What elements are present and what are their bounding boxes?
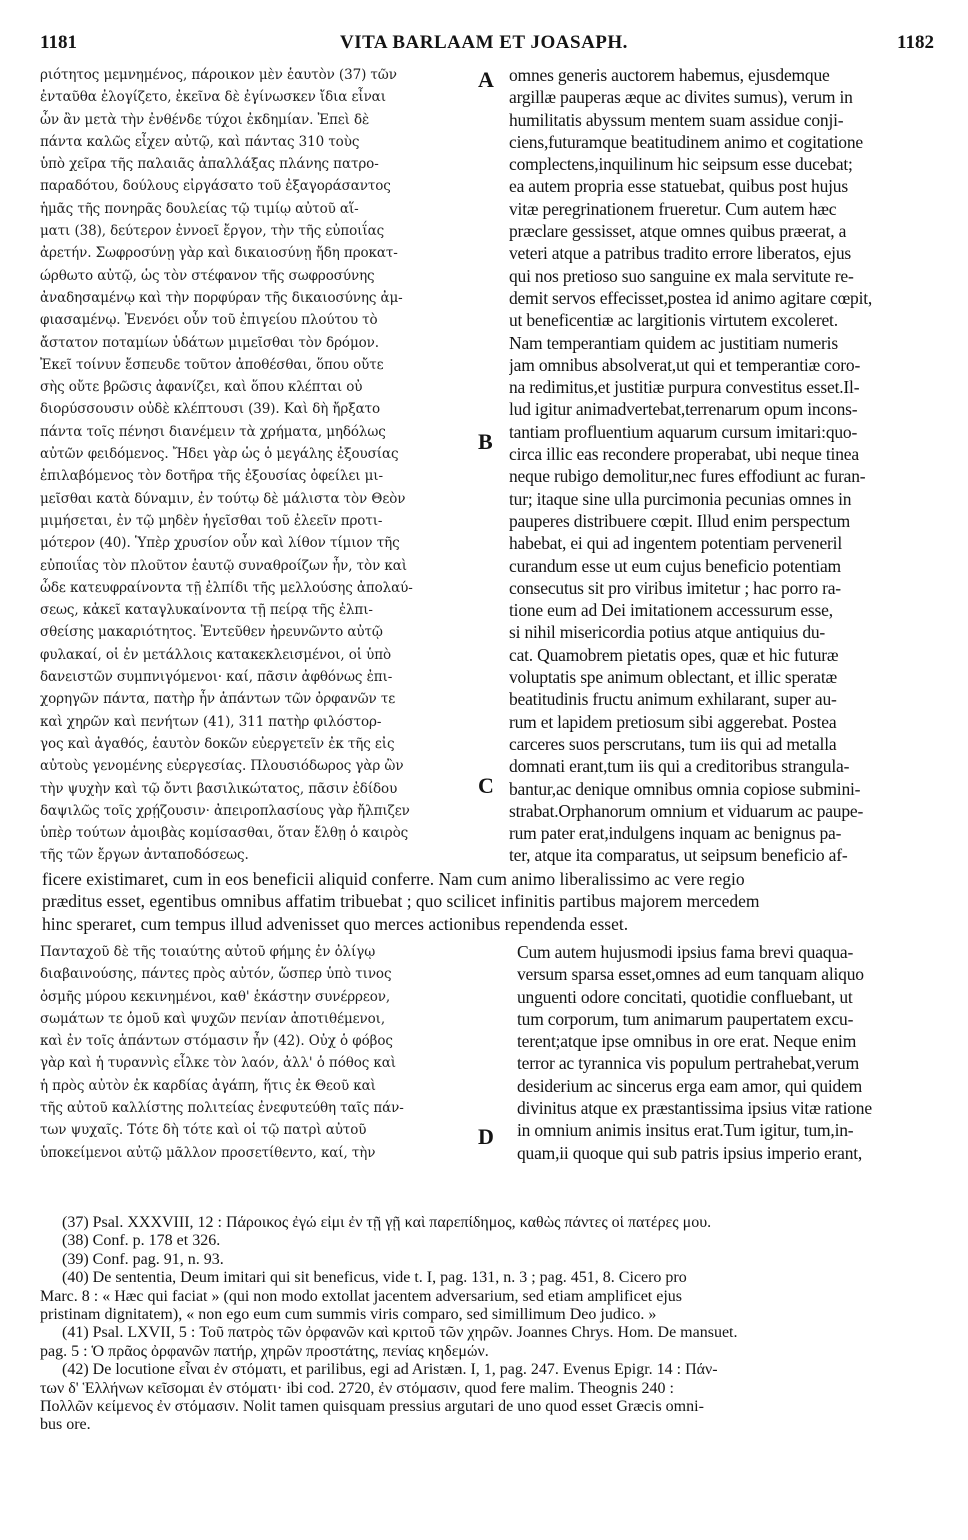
latin-text-line: quam,ii quoque qui sub patris ipsius imperio erant, [517,1142,863,1163]
latin-text-line: carceres suos perscrutans, tum iis qui ad metalla [509,733,837,754]
greek-text-line: διορύσσουσιν οὐδὲ κλέπτουσι (39). Καὶ δὴ ἤρξατο [40,401,380,418]
greek-text-line: αὐτῶν φειδόμενος. Ἤδει γὰρ ὡς ὁ μεγάλης ἐξουσίας [40,446,399,463]
latin-text-line: in omnium animis insitus erat.Tum igitur, tum,in- [517,1120,854,1141]
latin-text-line: hinc speraret, cum tempus illud advenisset quo merces actionibus rependenda esset. [42,913,629,934]
latin-text-line: ciens,futuramque beatitudinem animo et cogitatione [509,131,863,152]
greek-text-line: πάντα καλῶς εἶχεν αὐτῷ, καὶ πάντας 310 τοὺς [40,133,360,150]
greek-text-line: παραδότου, δούλους εἰργάσατο τοῦ ἐξαγοράσαντος [40,178,391,195]
footnotes [40,1214,935,1435]
latin-text-line: domnati erant,tum iis qui a creditoribus strangula- [509,756,850,777]
greek-text-line: καὶ ἐν τοῖς ἁπάντων στόμασιν ἦν (42). Οὐχ ὁ φόβος [40,1033,393,1050]
latin-text-line: rum pater erat,indulgens inquam ac benignus pa- [509,823,842,844]
latin-text-line: demit servos effecisset,postea id animo agitare cœpit, [509,287,873,308]
latin-text-line: terent;atque ipse omnibus in ore erat. Neque enim [517,1031,857,1052]
latin-text-line: ficere existimaret, cum in eos beneficii aliquid conferre. Nam cum animo liberalissimo ac vere regio [42,869,745,889]
greek-text-line: φυλακαί, οἱ ἐν μετάλλοις κατακεκλεισμένοι, οἱ ὑπὸ [40,646,392,663]
greek-text-line: ἡ πρὸς αὐτὸν ἐκ καρδίας ἀγάπη, ἥτις ἐκ Θεοῦ καὶ [40,1077,376,1094]
latin-full-width-text [42,868,930,935]
greek-text-line: σεως, κἀκεῖ καταγλυκαίνοντα τῇ πείρᾳ τῆς ἐλπι- [40,602,373,619]
greek-text-line: σθείσης μακαριότητος. Ἐντεῦθεν ἠρευνῶντο αὐτῷ [40,624,383,641]
latin-text-line: voluptatis spe animum oblectant, et illic speratæ [509,667,837,688]
greek-text-line: δαψιλῶς τοῖς χρῄζουσιν· ἀπειροπλασίους γὰρ ἤλπιζεν [40,802,410,819]
greek-text-line: ὀσμῆς μύρου κεκινημένοι, καθ' ἑκάστην συνέρρεον, [40,988,391,1005]
latin-text-line: ut beneficentiæ ac largitionis virtutem excoleret. [509,310,838,331]
greek-text-line: ριότητος μεμνημένος, πάροικον μὲν ἑαυτὸν (37) τῶν [40,67,397,83]
greek-text-line: Πανταχοῦ δὲ τῆς τοιαύτης αὐτοῦ φήμης ἐν ὀλίγῳ [40,944,376,960]
greek-text-line: ὑποκείμενοι αὐτῷ μᾶλλον προσετίθεντο, καί, τὴν [40,1144,376,1161]
greek-column-top [40,64,496,867]
latin-text-line: tum corporum, tum animarum paupertatem excu- [517,1008,854,1029]
latin-text-line: veteri atque a patribus tradito errore liberatos, ejus [509,243,851,264]
greek-text-line: γος καὶ ἀγαθός, ἑαυτὸν δοκῶν εὐεργετεῖν ἐκ τῆς εἰς [40,735,395,752]
greek-text-line: ώρθωτο αὐτῷ, ὡς τὸν στέφανον τῆς σωφροσύνης [40,267,375,284]
greek-text-line: δανειστῶν συμπνιγόμενοι· καί, πᾶσιν ἀφθόνως ἐπι- [40,669,393,686]
greek-text-line: σὴς οὔτε βρῶσις ἀφανίζει, καὶ ὅπου κλέπται οὐ [40,379,363,396]
greek-text-line: ἐνταῦθα ἐλογίζετο, ἐκεῖνα δὲ ἐγίνωσκεν ἴδια εἶναι [40,89,386,106]
footnote-line: (38) Conf. p. 178 et 326. [62,1232,221,1250]
greek-text-line: ἐπιλαβόμενος τὸν δοτῆρα τῆς ἐξουσίας ὀφείλει μι- [40,468,383,485]
greek-text-line: σωμάτων τε ὁμοῦ καὶ ψυχῶν πενίαν ἀποτιθέμενοι, [40,1010,386,1027]
greek-text-line: καὶ χηρῶν καὶ πενήτων (41), 311 πατὴρ φιλόστορ- [40,713,382,730]
greek-text-line: γὰρ καὶ ἡ τυραννὶς εἷλκε τὸν λαόν, ἀλλ' ὁ πόθος καὶ [40,1055,396,1072]
latin-text-line: præclare gessisset, atque omnes quibus præerat, a [509,221,847,242]
latin-text-line: humilitatis abyssum mentem suam assidue conji- [509,109,844,130]
greek-text-line: ἀναδησαμένῳ καὶ τὴν πορφύραν τῆς δικαιοσύνης ἀμ- [40,289,403,306]
latin-column-bottom [517,941,941,1164]
greek-text-line: Ἐκεῖ τοίνυν ἔσπευδε τοῦτον ἀποθέσθαι, ὅπου οὔτε [40,356,384,373]
latin-text-line: Cum autem hujusmodi ipsius fama brevi quaqua- [517,942,854,962]
latin-text-line: strabat.Orphanorum omnium et viduarum ac paupe- [509,800,864,821]
latin-text-line: qui nos pretioso suo sanguine ex mala servitute re- [509,265,854,286]
latin-text-line: ea autem propria esse statuebat, quibus post hujus [509,176,848,197]
page-number-right: 1182 [897,32,934,53]
latin-text-line: jam omnibus absolverat,ut qui et temperantiæ coro- [509,354,861,375]
latin-text-line: ter, atque ita comparatus, ut seipsum beneficio af- [509,845,848,866]
greek-text-line: μιμήσεται, ἐν τῷ μηδὲν ἡγεῖσθαι τοῦ ἐλεεῖν προτι- [40,512,383,529]
latin-text-line: lud igitur animadvertebat,terrenarum opum incons- [509,399,858,420]
footnote-line: pag. 5 : Ὁ πρᾶος ὀρφανῶν πατήρ, χηρῶν προστάτης, πενίας κηδεμών. [40,1342,489,1360]
section-marker-b: B [478,429,493,454]
latin-text-line: tione eum ad Dei imitationem accessurum esse, [509,600,833,621]
latin-text-line: bantur,ac denique omnibus omnia copiose submini- [509,778,861,799]
latin-text-line: argillæ pauperas æque ac divites sumus), verum in [509,87,853,108]
latin-text-line: curandum esse ut eum cujus beneficio potentiam [509,555,841,576]
footnote-line: (41) Psal. LXVII, 5 : Τοῦ πατρὸς τῶν ὀρφανῶν καὶ κριτοῦ τῶν χηρῶν. Joannes Chrys. Hom. De mansuet. [62,1324,738,1342]
greek-text-line: αὐτοὺς γενομένης εὐεργεσίας. Πλουσιόδωρος γὰρ ὢν [40,758,404,775]
latin-text-line: unguenti odore concitati, quotidie confluebant, ut [517,986,853,1007]
running-header [24,24,944,54]
footnote-line: (42) De locutione εἶναι ἐν στόματι, et parilibus, egi ad Aristæn. I, 1, pag. 247. Evenus Epigr. 14 : Πάν- [62,1361,718,1379]
greek-text-line: ὧδε κατευφραίνοντα τῇ ἐλπίδι τῆς μελλούσης ἀπολαύ- [40,579,413,596]
page-number-left: 1181 [40,32,77,53]
greek-column-bottom [40,941,496,1164]
latin-text-line: divinitus atque ex præstantissima ipsius vitæ ratione [517,1098,872,1119]
greek-text-line: μεῖσθαι κατὰ δύναμιν, ἐν τούτῳ δὲ μάλιστα τὸν Θεὸν [40,490,406,507]
section-marker-c: C [478,773,494,798]
greek-text-line: ἀρετήν. Σωφροσύνῃ γὰρ καὶ δικαιοσύνῃ ἤδη προκατ- [40,245,398,262]
latin-text-line: desiderium ac sincerus erga eam amor, qui quidem [517,1075,863,1096]
footnote-line: (39) Conf. pag. 91, n. 93. [62,1250,224,1268]
greek-text-line: πάντα τοῖς πένησι διανέμειν τὰ χρήματα, μηδόλως [40,423,386,440]
latin-text-line: consecutus sit pro viribus imitetur ; hac porro ra- [509,577,841,598]
greek-text-line: τῆς τῶν ἔργων ἀνταποδόσεως. [40,847,249,864]
latin-text-line: omnes generis auctorem habemus, ejusdemque [509,65,830,85]
greek-text-line: των ψυχαῖς. Τότε δὴ τότε καὶ οἱ τῷ πατρὶ αὐτοῦ [40,1122,367,1139]
footnote-line: (37) Psal. XXXVIII, 12 : Πάροικος ἐγώ εἰμι ἐν τῇ γῇ καὶ παρεπίδημος, καθὼς πάντες οἱ πατέρες μου. [62,1214,712,1231]
latin-text-line: præditus esset, egentibus omnibus affatim tribuebat ; quo scilicet infinitis partibus majorem mercedem [42,891,760,912]
greek-text-line: διαβαινούσης, πάντες πρὸς αὐτόν, ὥσπερ ὑπὸ τινος [40,966,392,983]
greek-text-line: ἡμᾶς τῆς πονηρᾶς δουλείας τῷ τιμίῳ αὐτοῦ αἵ- [40,200,359,217]
footnote-line: bus ore. [40,1416,91,1434]
footnote-line: Πολλῶν κείμενος ἐν στόμασιν. Nolit tamen quisquam pressius argutari de uno quod esset Græcis omni- [40,1398,704,1416]
greek-text-line: τῆς αὐτοῦ καλλίστης πολιτείας ἐνεφυτεύθη ταῖς πάν- [40,1100,404,1117]
greek-text-line: τὴν ψυχὴν καὶ τῷ ὄντι βασιλικώτατος, πᾶσιν ἐδίδου [40,780,398,797]
latin-text-line: pauperes distribuere cœpit. Illud enim perspectum [509,510,851,531]
latin-text-line: tur; itaque sine ulla purcimonia pecunias omnes in [509,488,852,509]
latin-text-line: vitæ peregrinationem frueretur. Cum autem hæc [509,198,837,219]
latin-text-line: habebat, ei qui ad ingentem potentiam perveneril [509,533,842,554]
greek-text-line: φιασαμένῳ. Ἐνενόει οὖν τοῦ ἐπιγείου πλούτου τὸ [40,312,378,329]
latin-text-line: na redimitus,et justitiæ purpura convestitus esset.Il- [509,377,860,398]
greek-text-line: εὐποιΐας τὸν πλοῦτον ἑαυτῷ συναθροίζων ἦν, τὸν καὶ [40,557,407,574]
footnote-line: των δ' Ἑλλήνων κεῖσομαι ἐν στόματι· ibi cod. 2720, ἐν στόμασιν, quod fere malim. Theognis 240 : [40,1379,674,1397]
latin-text-line: Nam temperantiam quidem ac justitiam numeris [509,332,838,353]
footnote-line: pristinam dignitatem), « non ego eum cum summis viris comparo, sed simillimum Deo judico. » [40,1306,657,1324]
greek-text-line: μότερον (40). Ὑπὲρ χρυσίον οὖν καὶ λίθον τίμιον τῆς [40,535,400,552]
greek-text-line: ματι (38), δεύτερον ἐννοεῖ ἔργον, τὴν τῆς εὐποιΐας [40,223,385,240]
latin-text-line: beatitudinis fructu animum exhilarant, super au- [509,689,837,710]
latin-text-line: versum sparsa esset,omnes ad eum tanquam aliquo [517,964,864,985]
latin-text-line: circa illic eas recondere properabat, ubi neque tinea [509,444,859,465]
section-marker-a: A [478,67,494,92]
latin-text-line: rum et lapidem pretiosum sibi aggerebat. Postea [509,711,837,732]
latin-text-line: complectens,inquilinum hic seipsum esse ducebat; [509,154,853,175]
greek-text-line: ἄστατον ποταμίων ὑδάτων μιμεῖσθαι τὸν δρόμον. [40,334,379,351]
latin-text-line: cat. Quamobrem pietatis opes, quæ et hic futuræ [509,644,839,665]
greek-text-line: ὑπὸ χεῖρα τῆς παλαιᾶς ἀπαλλάξας πλάνης πατρο- [40,156,379,173]
running-title: VITA BARLAAM ET JOASAPH. [340,32,628,53]
greek-text-line: ὑπὲρ τούτων ἀμοιβὰς κομίσασθαι, ὅταν ἔλθῃ ὁ καιρὸς [40,825,409,842]
latin-text-line: si nihil misericordia potius atque antiquius du- [509,622,826,643]
section-marker-d: D [478,1124,494,1149]
greek-text-line: χορηγῶν πάντα, πατὴρ ἦν ἁπάντων τῶν ὀρφανῶν τε [40,691,396,708]
latin-text-line: tantiam profluentium aquarum cursum imitari:quo- [509,421,858,442]
footnote-line: Marc. 8 : « Hæc qui faciat » (qui non modo extollat jacentem adversarium, sed etiam amplificet ejus [40,1287,683,1305]
latin-text-line: neque rubigo demolitur,nec fures effodiunt ac furan- [509,466,866,487]
latin-text-line: terror ac tyrannica vis populum pertrahebat,verum [517,1053,860,1074]
greek-text-line: ὧν ἂν μετὰ τὴν ἐνθένδε τύχοι ἐκδημίαν. Ἐπεὶ δὲ [40,111,370,128]
footnote-line: (40) De sententia, Deum imitari qui sit beneficus, vide t. I, pag. 131, n. 3 ; pag. 451, 8. Cicero pro [62,1269,687,1287]
latin-column-top [509,64,941,867]
